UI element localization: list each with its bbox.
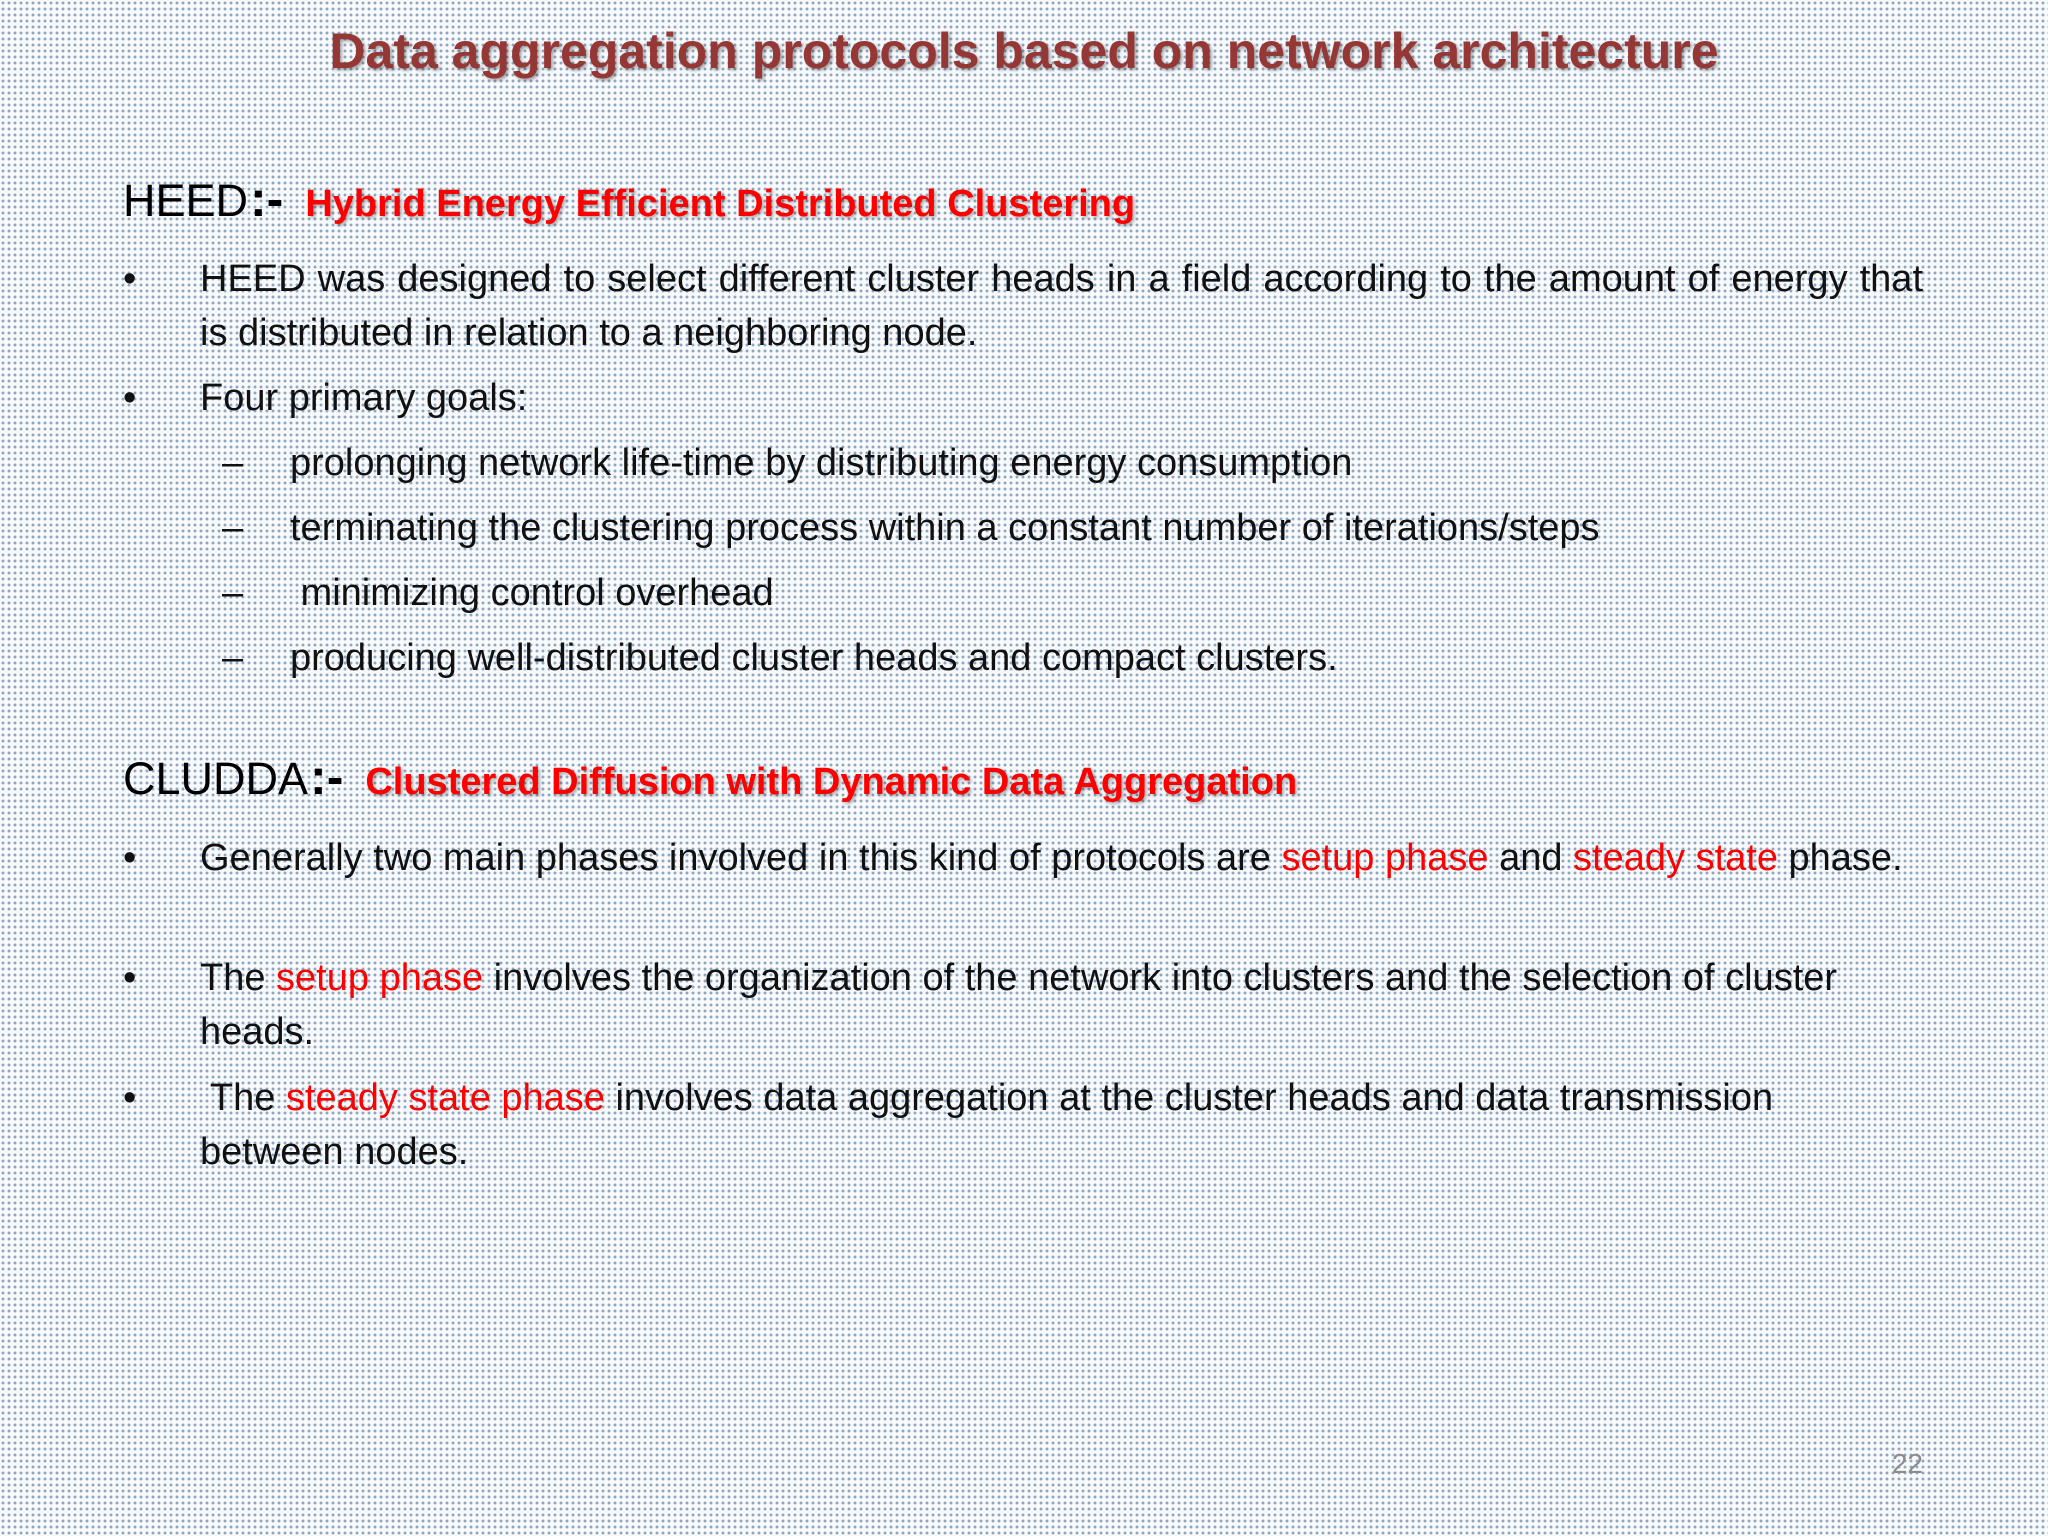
heed-goal-3-text: minimizing control overhead: [290, 572, 774, 614]
heed-bullet-2-text: Four primary goals:: [200, 377, 528, 419]
setup-phase-highlight: setup phase: [1281, 837, 1489, 879]
bullet-mark: •: [123, 837, 137, 879]
dash-mark: –: [222, 572, 244, 614]
cludda-bullet-2-part1: The: [200, 957, 277, 999]
heed-bullet-2: [123, 371, 1923, 425]
bullet-mark: •: [123, 1077, 137, 1119]
heed-bullet-1-text: HEED was designed to select different cluster heads in a field according to the amount of energy that is distributed in relation to a neighboring node.: [200, 258, 1923, 354]
cludda-bullet-3-part1: The: [200, 1077, 286, 1119]
cludda-bullet-1-text: [200, 831, 1923, 885]
heed-goal-1-text: prolonging network life-time by distributing energy consumption: [290, 442, 1353, 484]
cludda-bullet-3-text: [200, 1071, 1923, 1179]
steady-state-phase-highlight: steady state phase: [285, 1077, 605, 1119]
cludda-separator: :-: [310, 749, 344, 805]
heed-goal-4-text: producing well-distributed cluster heads and compact clusters.: [290, 637, 1338, 679]
page-number: 22: [1891, 1448, 1923, 1479]
dash-mark: –: [222, 442, 244, 484]
cludda-bullet-3-part2: involves data aggregation at the cluster heads and data transmission between nodes.: [200, 1077, 1774, 1173]
cludda-bullet-2-part2: involves the organization of the network into clusters and the selection of cluster heads.: [200, 957, 1838, 1053]
bullet-mark: •: [123, 258, 137, 300]
heed-goal-2-text: terminating the clustering process within a constant number of iterations/steps: [290, 507, 1600, 549]
cludda-bullet-1: [123, 831, 1923, 941]
cludda-bullet-1-part3: phase.: [1777, 837, 1903, 879]
bullet-mark: •: [123, 957, 137, 999]
setup-phase-highlight: setup phase: [276, 957, 484, 999]
heed-full-name: Hybrid Energy Efficient Distributed Clustering: [305, 183, 1136, 225]
cludda-bullet-1-part1: Generally two main phases involved in this kind of protocols are: [200, 837, 1282, 879]
heed-bullet-1: [123, 252, 1923, 362]
steady-state-highlight: steady state: [1573, 837, 1778, 879]
cludda-bullet-3: [123, 1071, 1923, 1181]
dash-mark: –: [222, 507, 244, 549]
cludda-full-name: Clustered Diffusion with Dynamic Data Aggregation: [365, 761, 1298, 803]
heed-abbr: HEED: [123, 175, 249, 226]
heed-heading: [123, 170, 1135, 228]
dash-mark: –: [222, 637, 244, 679]
cludda-bullet-2-text: [200, 951, 1923, 1059]
slide-title: Data aggregation protocols based on network architecture: [329, 23, 1719, 79]
bullet-mark: •: [123, 377, 137, 419]
cludda-heading: [123, 748, 1297, 806]
heed-separator: :-: [250, 171, 284, 227]
cludda-bullet-2: [123, 951, 1923, 1061]
cludda-bullet-1-part2: and: [1488, 837, 1574, 879]
cludda-abbr: CLUDDA: [123, 753, 309, 804]
